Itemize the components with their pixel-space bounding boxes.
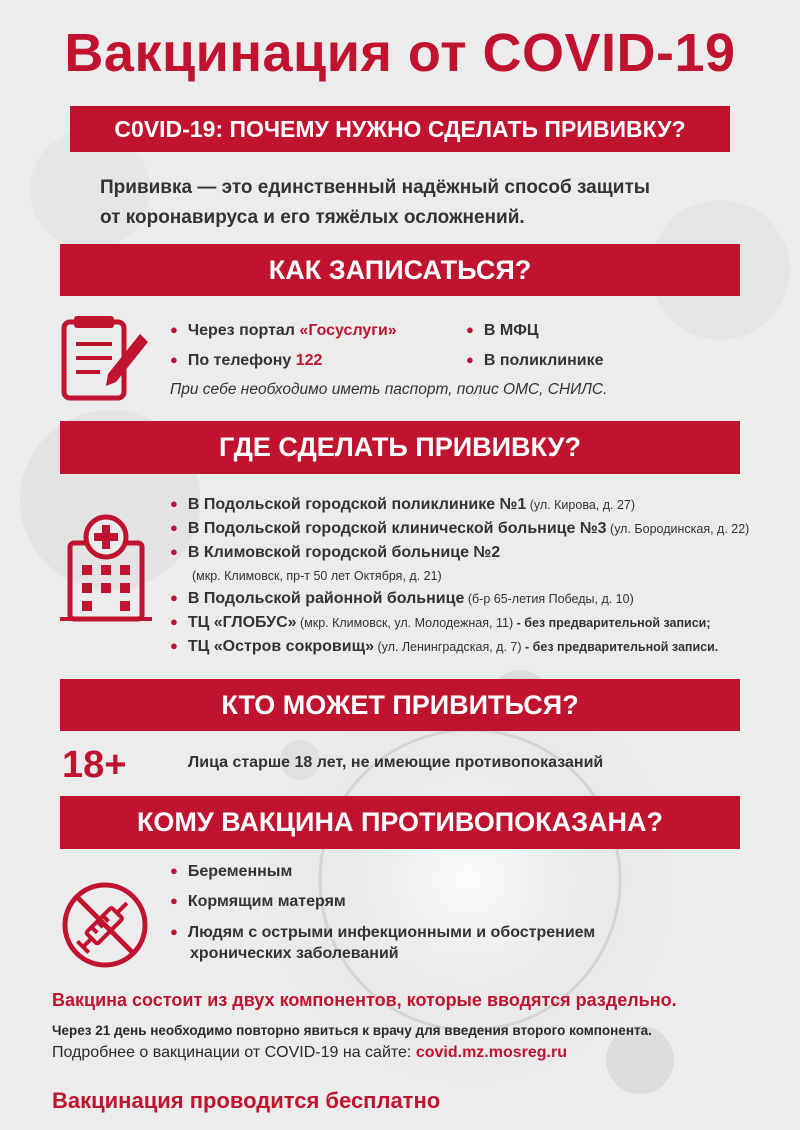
location-name: ТЦ «Остров сокровищ»: [187, 638, 374, 655]
signup-mfc-label: В МФЦ: [483, 322, 539, 339]
location-item: [170, 544, 500, 562]
bullet-dot-icon: ●: [170, 590, 178, 605]
bullet-dot-icon: ●: [170, 352, 178, 367]
free-note: Вакцинация проводится бесплатно: [52, 1088, 441, 1113]
location-address: (ул. Ленинградская, д. 7): [373, 640, 522, 654]
age-badge: 18+: [62, 744, 127, 786]
location-address: (мкр. Климовск, ул. Молодежная, 11): [296, 616, 514, 630]
signup-clinic-label: В поликлинике: [483, 352, 604, 369]
location-item: [170, 520, 749, 538]
location-item: [170, 590, 634, 608]
components-note: Вакцина состоит из двух компонентов, которые вводятся раздельно.: [52, 990, 677, 1010]
location-item: [170, 638, 718, 656]
contra-item: [170, 863, 292, 881]
clipboard-pen-icon: [60, 312, 152, 404]
location-name: В Подольской городской клинической больнице №3: [187, 520, 607, 537]
location-item: [170, 496, 635, 514]
why-text-line1: Прививка — это единственный надёжный способ защиты: [100, 177, 650, 198]
signup-portal: [170, 322, 397, 340]
why-text-line2: от коронавируса и его тяжёлых осложнений.: [100, 207, 525, 228]
location-name: В Климовской городской больнице №2: [187, 544, 501, 561]
signup-phone: [170, 352, 322, 370]
bullet-dot-icon: ●: [170, 638, 178, 653]
more-info: [52, 1044, 567, 1062]
location-name: В Подольской городской поликлинике №1: [187, 496, 527, 513]
contra-item-label: Беременным: [187, 863, 293, 880]
bullet-dot-icon: ●: [170, 544, 178, 559]
bullet-dot-icon: ●: [170, 496, 178, 511]
who-text: Лица старше 18 лет, не имеющие противопоказаний: [188, 754, 604, 771]
hospital-icon: [60, 513, 152, 623]
page-title: Вакцинация от COVID-19: [64, 23, 736, 83]
who-heading: КТО МОЖЕТ ПРИВИТЬСЯ?: [60, 679, 740, 731]
bullet-dot-icon: ●: [170, 924, 178, 939]
bullet-dot-icon: ●: [466, 322, 474, 337]
location-address: (б-р 65-летия Победы, д. 10): [464, 592, 634, 606]
bullet-dot-icon: ●: [466, 352, 474, 367]
contra-item-continuation: хронических заболеваний: [190, 945, 399, 962]
location-address: (ул. Бородинская, д. 22): [606, 522, 750, 536]
signup-phone-label: По телефону: [187, 352, 296, 369]
no-appointment-note: - без предварительной записи.: [521, 640, 719, 654]
location-name: В Подольской районной больнице: [187, 590, 465, 607]
bullet-dot-icon: ●: [170, 863, 178, 878]
bullet-dot-icon: ●: [170, 614, 178, 629]
location-address: (мкр. Климовск, пр-т 50 лет Октября, д. 21): [192, 569, 442, 583]
bullet-dot-icon: ●: [170, 520, 178, 535]
signup-note: При себе необходимо иметь паспорт, полис ОМС, СНИЛС.: [170, 381, 608, 398]
contra-item-label: Кормящим матерям: [187, 893, 346, 910]
no-syringe-icon: [60, 880, 150, 970]
signup-mfc: [466, 322, 539, 340]
bullet-dot-icon: ●: [170, 322, 178, 337]
second-visit-note: Через 21 день необходимо повторно явиться к врачу для введения второго компонента.: [52, 1023, 652, 1038]
contra-item: [170, 924, 595, 942]
why-heading: C0VID-19: ПОЧЕМУ НУЖНО СДЕЛАТЬ ПРИВИВКУ?: [70, 106, 730, 152]
contra-item-label: Людям с острыми инфекционными и обострением: [187, 924, 596, 941]
location-name: ТЦ «ГЛОБУС»: [187, 614, 297, 631]
signup-clinic: [466, 352, 604, 370]
signup-portal-label: Через портал: [187, 322, 300, 339]
location-item: [170, 614, 711, 632]
where-heading: ГДЕ СДЕЛАТЬ ПРИВИВКУ?: [60, 421, 740, 474]
contra-heading: КОМУ ВАКЦИНА ПРОТИВОПОКАЗАНА?: [60, 796, 740, 849]
signup-heading: КАК ЗАПИСАТЬСЯ?: [60, 244, 740, 296]
gosuslugi-link[interactable]: «Госуслуги»: [299, 322, 397, 339]
phone-number[interactable]: 122: [295, 352, 323, 369]
no-appointment-note: - без предварительной записи;: [513, 616, 711, 630]
bullet-dot-icon: ●: [170, 893, 178, 908]
more-info-label: Подробнее о вакцинации от COVID-19 на сайте:: [52, 1044, 416, 1061]
contra-item: [170, 893, 346, 911]
location-address: (ул. Кирова, д. 27): [526, 498, 636, 512]
site-link[interactable]: covid.mz.mosreg.ru: [415, 1044, 567, 1061]
why-text: [100, 173, 720, 233]
